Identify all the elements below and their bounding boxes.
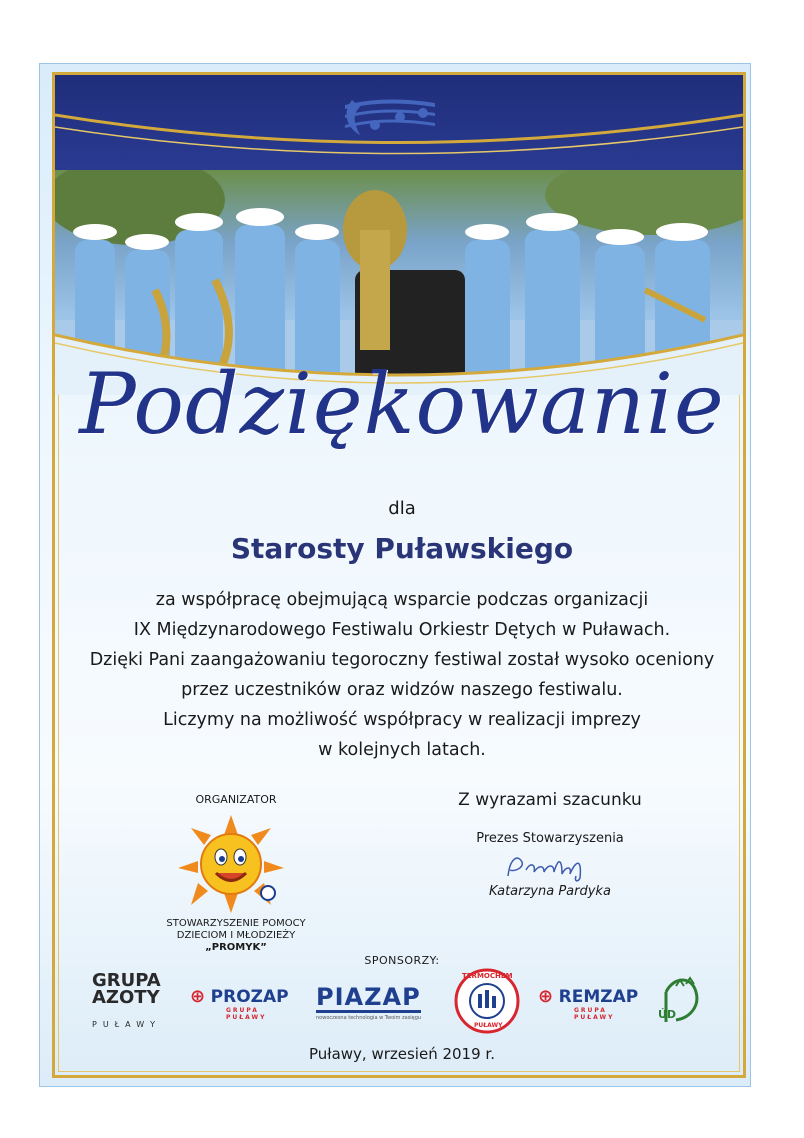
grupa-azoty-logo: GRUPA AZOTY PUŁAWY (92, 970, 162, 1029)
body-line: przez uczestników oraz widzów naszego festiwalu. (181, 680, 623, 700)
sponsors-label: SPONSORZY: (364, 954, 440, 967)
body-line: IX Międzynarodowego Festiwalu Orkiestr Dętych w Puławach. (133, 620, 671, 640)
header-banner (55, 75, 743, 395)
organizer-name: STOWARZYSZENIE POMOCY DZIECIOM I MŁODZIEŻY „PROMYK” (166, 918, 306, 953)
regards-text: Z wyrazami szacunku (458, 790, 642, 810)
body-line: za współpracę obejmującą wsparcie podczas organizacji (155, 590, 649, 610)
body-line: Dzięki Pani zaangażowaniu tegoroczny festiwal został wysoko oceniony (89, 650, 715, 670)
body-line: Liczymy na możliwość współpracy w realizacji imprezy (163, 710, 641, 730)
remzap-mark-icon: ⊕ (538, 986, 554, 1007)
termochem-logo: TERMOCHEM PUŁAWY (454, 968, 520, 1034)
place-date: Puławy, wrzesień 2019 r. (309, 1045, 495, 1063)
remzap-logo: ⊕ REMZAP GRUPA PUŁAWY (538, 986, 639, 1021)
banner-bottom-curve (55, 75, 743, 395)
prozap-mark-icon: ⊕ (190, 986, 206, 1007)
green-logo: ÚD (656, 972, 712, 1028)
piazap-logo: PIAZAP nowoczesna technologia w Twoim zasięgu (316, 983, 422, 1021)
sun-mascot-icon (176, 813, 286, 913)
body-line: w kolejnych latach. (318, 740, 486, 760)
signer-name: Katarzyna Pardyka (489, 884, 611, 899)
for-label: dla (388, 498, 416, 519)
recipient-name: Starosty Puławskiego (230, 532, 574, 565)
prozap-logo: ⊕ PROZAP GRUPA PUŁAWY (190, 986, 289, 1021)
organizer-label: ORGANIZATOR (195, 793, 277, 806)
signer-role: Prezes Stowarzyszenia (476, 831, 624, 846)
certificate-title: Podziękowanie (79, 355, 725, 453)
handwritten-signature (500, 848, 600, 884)
